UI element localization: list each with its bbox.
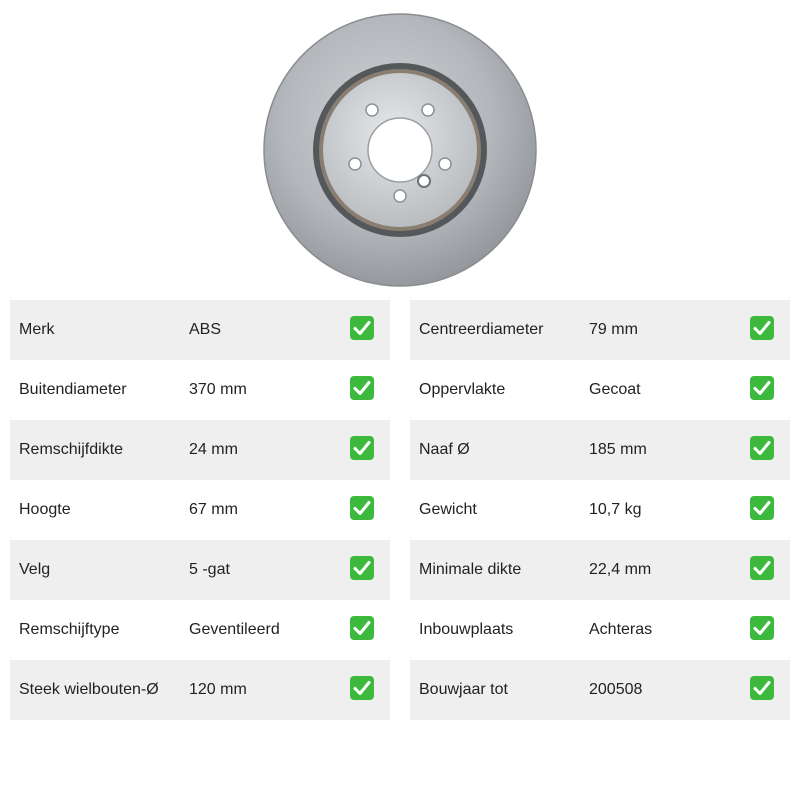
spec-value: 10,7 kg — [589, 501, 642, 518]
specs-table-left — [10, 300, 390, 720]
spec-row — [410, 660, 790, 720]
spec-row — [410, 360, 790, 420]
spec-label: Hoogte — [19, 501, 71, 518]
spec-row — [10, 420, 390, 480]
spec-value: ABS — [189, 321, 222, 338]
check-mark-icon — [350, 436, 374, 460]
spec-label: Inbouwplaats — [419, 621, 514, 638]
spec-row — [410, 420, 790, 480]
spec-row — [10, 540, 390, 600]
check-mark-icon — [350, 316, 374, 340]
spec-value: 67 mm — [189, 501, 238, 518]
check-mark-icon — [350, 376, 374, 400]
spec-value: 5 -gat — [189, 561, 230, 578]
spec-row — [10, 360, 390, 420]
spec-value: Geventileerd — [189, 621, 280, 638]
spec-label: Oppervlakte — [419, 381, 506, 398]
spec-value: Achteras — [589, 621, 653, 638]
spec-row — [10, 600, 390, 660]
spec-value: 200508 — [589, 681, 643, 698]
spec-value: 370 mm — [189, 381, 247, 398]
spec-value: 24 mm — [189, 441, 238, 458]
spec-row — [410, 540, 790, 600]
check-mark-icon — [350, 616, 374, 640]
check-mark-icon — [350, 556, 374, 580]
check-mark-icon — [750, 316, 774, 340]
check-mark-icon — [750, 676, 774, 700]
spec-label: Naaf Ø — [419, 441, 470, 458]
spec-label: Merk — [19, 321, 55, 338]
spec-label: Buitendiameter — [19, 381, 127, 398]
spec-value: Gecoat — [589, 381, 641, 398]
spec-label: Minimale dikte — [419, 561, 522, 578]
spec-label: Gewicht — [419, 501, 477, 518]
spec-row — [10, 480, 390, 540]
spec-label: Steek wielbouten-Ø — [19, 681, 159, 698]
specs-table-right — [410, 300, 790, 720]
spec-label: Bouwjaar tot — [419, 681, 508, 698]
brake-disc-image — [262, 10, 538, 290]
check-mark-icon — [750, 616, 774, 640]
check-mark-icon — [750, 436, 774, 460]
check-mark-icon — [750, 556, 774, 580]
spec-label: Velg — [19, 561, 51, 578]
spec-label: Centreerdiameter — [419, 321, 544, 338]
check-mark-icon — [350, 676, 374, 700]
spec-row — [10, 300, 390, 360]
spec-row — [410, 300, 790, 360]
spec-label: Remschijftype — [19, 621, 120, 638]
spec-value: 185 mm — [589, 441, 647, 458]
spec-value: 22,4 mm — [589, 561, 652, 578]
check-mark-icon — [750, 376, 774, 400]
check-mark-icon — [750, 496, 774, 520]
spec-value: 79 mm — [589, 321, 638, 338]
check-mark-icon — [350, 496, 374, 520]
spec-row — [410, 480, 790, 540]
spec-row — [410, 600, 790, 660]
spec-row — [10, 660, 390, 720]
spec-value: 120 mm — [189, 681, 247, 698]
spec-label: Remschijfdikte — [19, 441, 124, 458]
